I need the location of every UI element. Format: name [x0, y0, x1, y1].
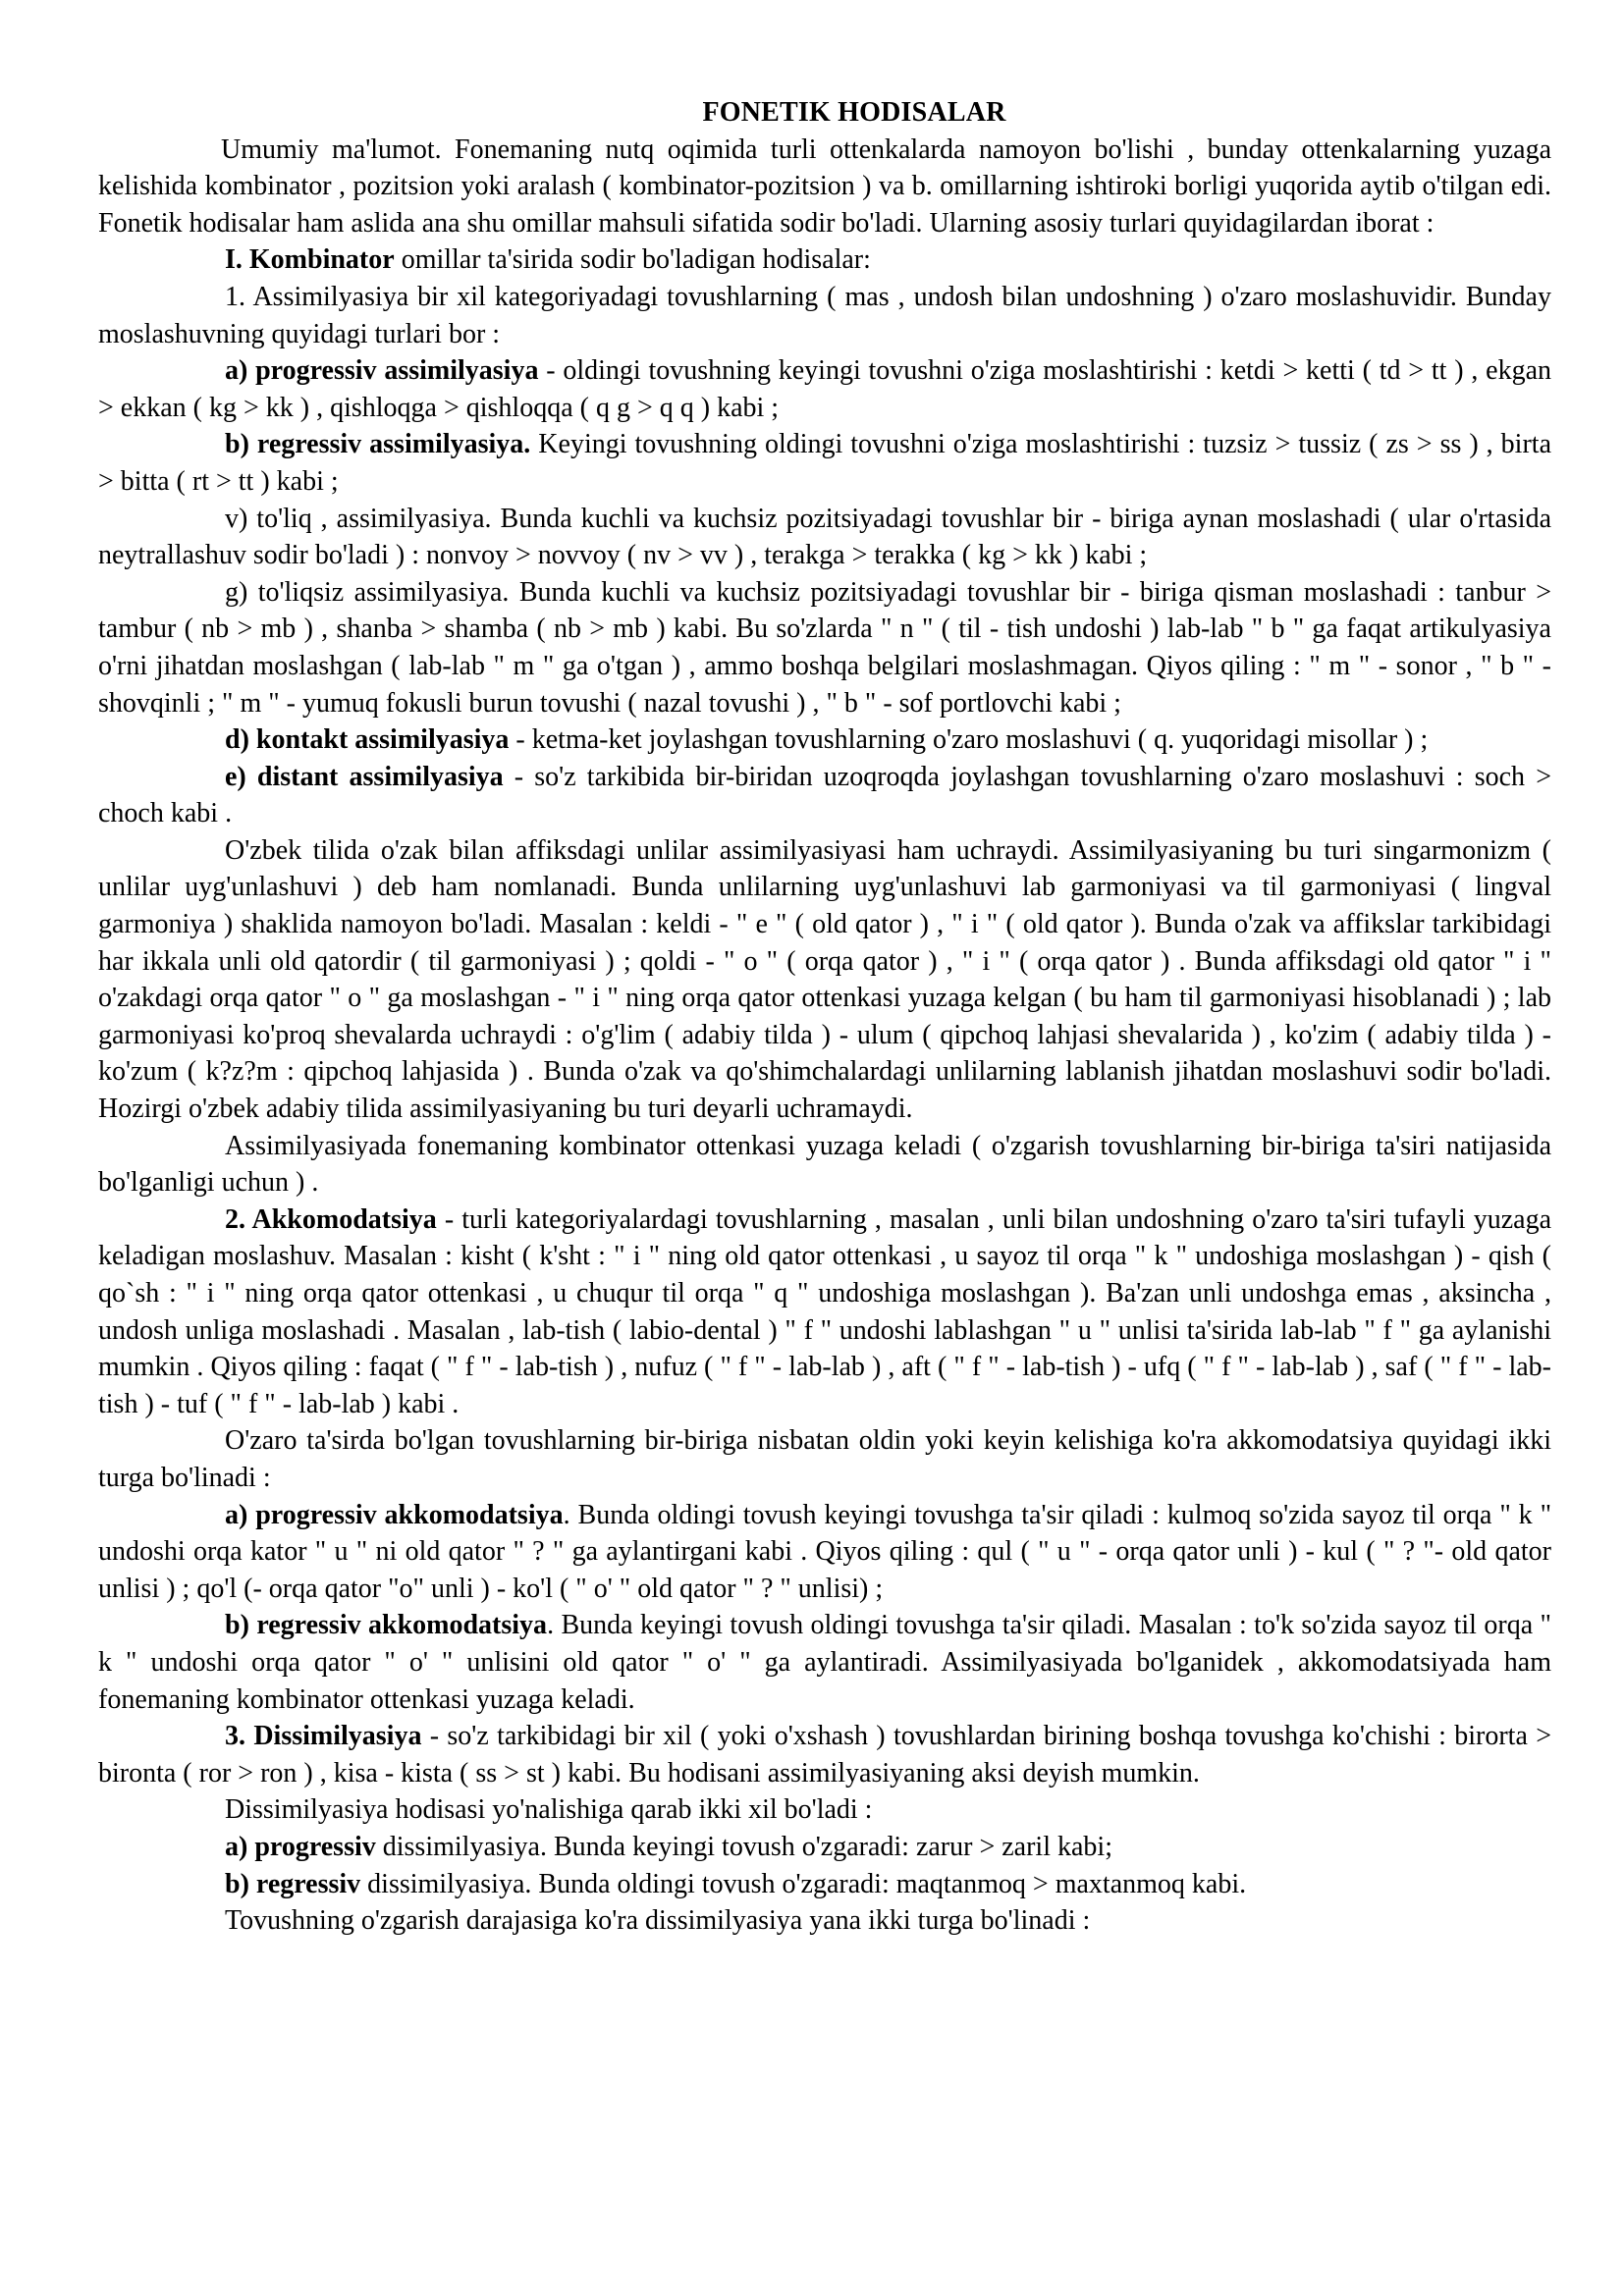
- bold-term: d) kontakt assimilyasiya: [225, 724, 510, 756]
- paragraph-ozgarish-darajasi: Tovushning o'zgarish darajasiga ko'ra dissimilyasiya yana ikki turga bo'linadi :: [225, 1905, 1091, 1937]
- paragraph-distant-assimilyasiya: e) distant assimilyasiya - so'z tarkibida bir-biridan uzoqroqda joylashgan tovushlarning o'zaro moslashuvi : soch > choch kabi .: [98, 761, 1551, 829]
- paragraph-singarmonizm: O'zbek tilida o'zak bilan affiksdagi unlilar assimilyasiyasi ham uchraydi. Assimilyasiyaning bu turi singarmonizm ( unlilar uyg'unlashuvi ) deb ham nomlanadi. Bunda unlilarning uyg'unlashuvi lab garmoniyasi va til garmoniyasi ( lingval garmoniya ) shaklida namoyon bo'ladi. Masalan : keldi - " e " ( old qator ) , " i " ( old qator ). Bunda o'zak va affikslar tarkibidagi har ikkala unli old qatordir ( til garmoniyasi ) ; qoldi - " o " ( orqa qator ) , " i " ( orqa qator ) . Bunda affiksdagi old qator " i " o'zakdagi orqa qator " o " ga moslashgan - " i " ning orqa qator ottenkasi yuzaga kelgan ( bu ham til garmoniyasi hisoblanadi ) ; lab garmoniyasi ko'proq shevalarda uchraydi : o'g'lim ( adabiy tilda ) - ulum ( qipchoq lahjasi shevalarida ) , ko'zim ( adabiy tilda ) - ko'zum ( k?z?m : qipchoq lahjasida ) . Bunda o'zak va qo'shimchalardagi unlilarning lablanish jihatdan moslashuvi sodir bo'ladi. Hozirgi o'zbek adabiy tilida assimilyasiyaning bu turi deyarli uchramaydi.: [98, 834, 1551, 1125]
- paragraph-dissimilyasiya: 3. Dissimilyasiya - so'z tarkibidagi bir xil ( yoki o'xshash ) tovushlardan birining boshqa tovushga ko'chishi : birorta > bironta ( ror > ron ) , kisa - kista ( ss > st ) kabi. Bu hodisani assimilyasiyaning aksi deyish mumkin.: [98, 1721, 1551, 1789]
- paragraph-progressiv-akkomodatsiya: a) progressiv akkomodatsiya. Bunda oldingi tovush keyingi tovushga ta'sir qiladi : kulmoq so'zida sayoz til orqa " k " undoshi orqa kator " u " ni old qator " ? " ga aylantirgani kabi . Qiyos qiling : qul ( " u " - orqa qator unli ) - kul ( " ? "- old qator unlisi ) ; qo'l (- orqa qator "o" unli ) - ko'l ( " o' " old qator " ? " unlisi) ;: [98, 1499, 1552, 1604]
- paragraph-progressiv-dissimilyasiya: a) progressiv dissimilyasiya. Bunda keyingi tovush o'zgaradi: zarur > zaril kabi;: [225, 1831, 1112, 1862]
- bold-term: b) regressiv: [225, 1868, 361, 1899]
- paragraph-akkomodatsiya: 2. Akkomodatsiya - turli kategoriyalardagi tovushlarning , masalan , unli bilan undoshning o'zaro ta'siri tufayli yuzaga keladigan moslashuv. Masalan : kisht ( k'sht : " i " ning old qator ottenkasi , u sayoz til orqa " k " undoshiga moslashgan ) - qish ( qo`sh : " i " ning orqa qator ottenkasi , u chuqur til orqa " q " undoshiga moslashgan ). Ba'zan unli undoshga emas , aksincha , undosh unliga moslashadi . Masalan , lab-tish ( labio-dental ) " f " undoshi lablashgan " u " unlisi ta'sirida lab-lab " f " ga aylanishi mumkin . Qiyos qiling : faqat ( " f " - lab-tish ) , nufuz ( " f " - lab-lab ) , aft ( " f " - lab-tish ) - ufq ( " f " - lab-lab ) , saf ( " f " - lab-tish ) - tuf ( " f " - lab-lab ) kabi .: [98, 1203, 1552, 1419]
- bold-term: b) regressiv akkomodatsiya: [225, 1610, 548, 1641]
- paragraph-regressiv-assimilyasiya: b) regressiv assimilyasiya. Keyingi tovushning oldingi tovushni o'ziga moslashtirishi : tuzsiz > tussiz ( zs > ss ) , birta > bitta ( rt > tt ) kabi ;: [98, 429, 1551, 497]
- paragraph-regressiv-akkomodatsiya: b) regressiv akkomodatsiya. Bunda keyingi tovush oldingi tovushga ta'sir qiladi. Masalan : to'k so'zida sayoz til orqa " k " undoshi orqa qator " o' " unlisini old qator " o' " ga aylantiradi. Assimilyasiyada bo'lganidek , akkomodatsiyada ham fonemaning kombinator ottenkasi yuzaga keladi.: [98, 1610, 1551, 1715]
- paragraph-assimilyasiya: 1. Assimilyasiya bir xil kategoriyadagi tovushlarning ( mas , undosh bilan undoshning ) o'zaro moslashuvidir. Bunday moslashuvning quyidagi turlari bor :: [98, 281, 1551, 349]
- paragraph-regressiv-dissimilyasiya: b) regressiv dissimilyasiya. Bunda oldingi tovush o'zgaradi: maqtanmoq > maxtanmoq kabi.: [225, 1868, 1247, 1899]
- paragraph-toliqsiz-assimilyasiya: g) to'liqsiz assimilyasiya. Bunda kuchli va kuchsiz pozitsiyadagi tovushlar bir - biriga qisman moslashadi : tanbur > tambur ( nb > mb ) , shanba > shamba ( nb > mb ) kabi. Bu so'zlarda " n " ( til - tish undoshi ) lab-lab " b " ga faqat artikulyasiya o'rni jihatdan moslashgan ( lab-lab " m " ga o'tgan ) , ammo boshqa belgilari moslashmagan. Qiyos qiling : " m " - sonor , " b " - shovqinli ; " m " - yumuq fokusli burun tovushi ( nazal tovushi ) , " b " - sof portlovchi kabi ;: [98, 576, 1551, 719]
- paragraph-toliq-assimilyasiya: v) to'liq , assimilyasiya. Bunda kuchli va kuchsiz pozitsiyadagi tovushlar bir - biriga aynan moslashadi ( ular o'rtasida neytrallashuv sodir bo'ladi ) : nonvoy > novvoy ( nv > vv ) , terakga > terakka ( kg > kk ) kabi ;: [98, 503, 1551, 571]
- bold-heading: 3. Dissimilyasiya: [225, 1721, 422, 1752]
- bold-heading: I. Kombinator: [225, 244, 395, 276]
- paragraph-progressiv-assimilyasiya: a) progressiv assimilyasiya - oldingi tovushning keyingi tovushni o'ziga moslashtirishi : ketdi > ketti ( td > tt ) , ekgan > ekkan ( kg > kk ) , qishloqga > qishloqqa ( q g > q q ) kabi ;: [98, 355, 1551, 423]
- paragraph-kontakt-assimilyasiya: d) kontakt assimilyasiya - ketma-ket joylashgan tovushlarning o'zaro moslashuvi ( q. yuqoridagi misollar ) ;: [225, 724, 1429, 756]
- paragraph-intro: Umumiy ma'lumot. Fonemaning nutq oqimida turli ottenkalarda namoyon bo'lishi , bunday ottenkalarning yuzaga kelishida kombinator , pozitsion yoki aralash ( kombinator-pozitsion ) va b. omillarning ishtiroki borligi yuqorida aytib o'tilgan edi. Fonetik hodisalar ham aslida ana shu omillar mahsuli sifatida sodir bo'ladi. Ularning asosiy turlari quyidagilardan iborat :: [98, 133, 1551, 239]
- bold-heading: 2. Akkomodatsiya: [225, 1203, 437, 1235]
- paragraph-akkomodatsiya-turlari: O'zaro ta'sirda bo'lgan tovushlarning bir-biriga nisbatan oldin yoki keyin kelishiga ko'ra akkomodatsiya quyidagi ikki turga bo'linadi :: [98, 1425, 1551, 1493]
- page-title: FONETIK HODISALAR: [702, 97, 1006, 128]
- paragraph-kombinator-ottenka: Assimilyasiyada fonemaning kombinator ottenkasi yuzaga keladi ( o'zgarish tovushlarning bir-biriga ta'siri natijasida bo'lganligi uchun ) .: [98, 1130, 1551, 1199]
- bold-term: a) progressiv akkomodatsiya: [225, 1499, 564, 1530]
- bold-term: a) progressiv: [225, 1831, 376, 1862]
- bold-term: a) progressiv assimilyasiya: [225, 355, 539, 387]
- bold-term: b) regressiv assimilyasiya.: [225, 429, 531, 460]
- paragraph-dissimilyasiya-turlari: Dissimilyasiya hodisasi yo'nalishiga qarab ikki xil bo'ladi :: [225, 1794, 873, 1826]
- bold-term: e) distant assimilyasiya: [225, 761, 504, 792]
- paragraph-kombinator-heading: I. Kombinator omillar ta'sirida sodir bo'ladigan hodisalar:: [225, 244, 871, 276]
